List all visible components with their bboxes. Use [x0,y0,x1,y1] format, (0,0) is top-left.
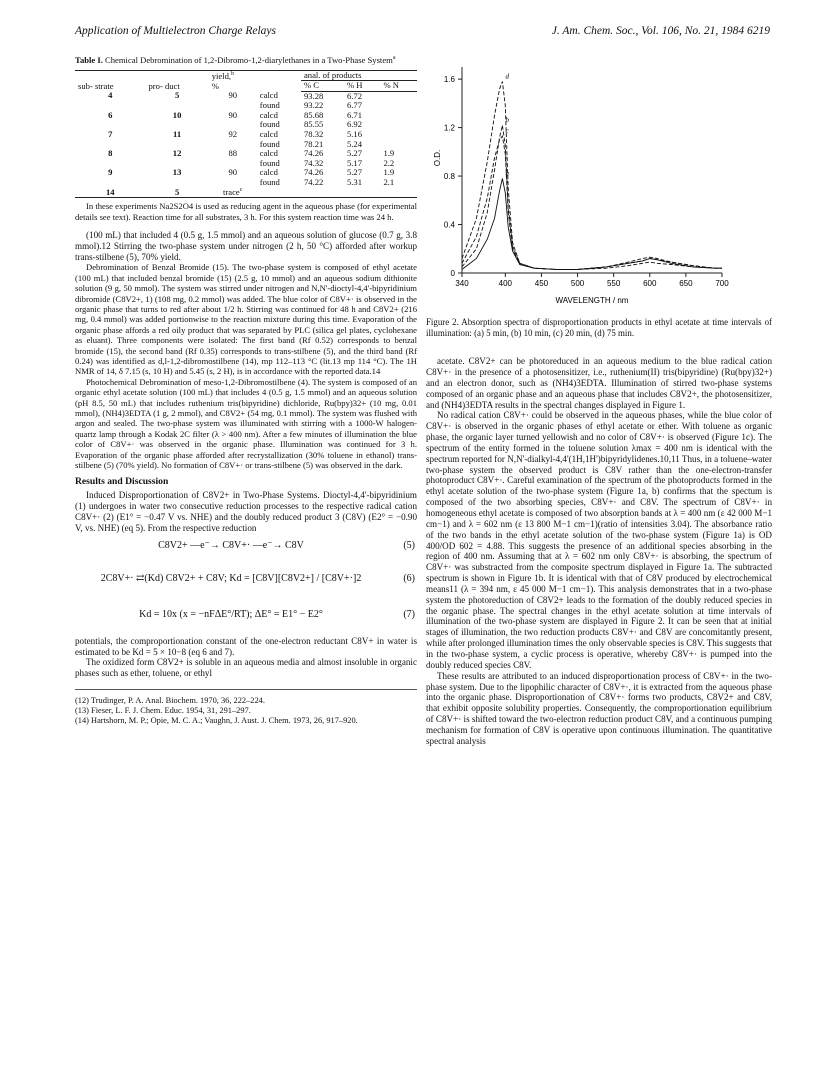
col-header-analysis: anal. of products [301,70,417,81]
table-cell: 5.31 [346,177,363,188]
table-caption-label: Table I. [75,55,103,65]
table-row [75,188,417,198]
spectrum-plot [426,55,772,315]
table-row [75,111,417,121]
col-header-pc: % C [301,81,344,92]
table-cell: 10 [172,109,182,120]
table-cell: found [259,157,280,168]
col-header-yield: yield,$^b$ % [211,71,235,91]
table-cell: 90 [228,90,238,101]
figure-2-chart [426,55,772,315]
table-cell: 9 [108,167,113,178]
table-cell: 74.22 [303,177,324,188]
table-cell: 12 [172,148,182,159]
x-tick-label: 550 [606,279,621,288]
series-c-line [462,136,722,269]
table-row [75,91,417,101]
table-cell [344,188,380,198]
col-header-ph: % H [344,81,380,92]
table-cell: 7 [108,129,113,140]
table-cell: calcd [259,167,278,178]
table-cell [380,130,417,140]
table-footnote: In these experiments Na2S2O4 is used as reducing agent in the aqueous phase (for experimental details see text). Reaction time for all substrates, 3 h. For this system reaction time was 24 h. [75,201,417,222]
col-header-product: pro- duct [148,80,180,91]
table-cell [257,188,301,198]
series-b-label: b [505,116,509,125]
table-cell [380,120,417,130]
table-cell: 90 [228,167,238,178]
table-cell: 5 [174,90,180,101]
debromination-table [75,70,417,199]
series-a-line [462,179,722,270]
x-tick-label: 500 [570,279,585,288]
y-axis-label: O.D. [433,149,442,167]
table-cell: calcd [259,129,278,140]
series-c-label: c [505,127,509,136]
table-cell [380,188,417,198]
y-tick-label: 1.6 [443,75,455,85]
equation-7: Kd = 10x (x = −nFΔE°/RT); ΔE° = E1° − E2° (7) [139,608,415,620]
table-row [75,159,417,169]
table-cell: 4 [108,90,113,101]
table-cell: calcd [259,109,278,120]
table-cell: 5 [174,186,180,197]
paragraph: (100 mL) that included 4 (0.5 g, 1.5 mmol) and an aqueous solution of glucose (0.7 g, 3.8 mmol).12 Stirring the two-phase system under nitrogen (2 h, 50 °C) afforded after workup trans-stilbene (5), 70% yield. [75,229,417,262]
table-cell: 8 [108,148,113,159]
table-cell: 2.2 [383,157,395,168]
paragraph: potentials, the comproportionation constant of the one-electron reductant C8V+ in water is estimated to be Kd = 5 × 10−8 (eq 6 and 7). [75,635,417,657]
x-axis-label: WAVELENGTH / nm [555,296,629,305]
y-tick-label: 1.2 [443,123,455,133]
left-column [75,55,417,726]
paragraph: Debromination of Benzal Bromide (15). The two-phase system is composed of ethyl acetate (100 mL) that included benzal bromide (15) (2.5 g, 10 mmol) and an aqueous sodium dithionite solution (9 g, 50 mmol). The system was stirred under nitrogen and N,N'-dioctyl-4,4'-bipyridinium dibromide (C8V2+, 1) (108 mg, 0.2 mmol) was added. The blue color of C8V+· is observed in the organic phase that turns to red after about 1/2 h. Stirring was continued for 48 h and C8V2+ (216 mg, 0.4 mmol) was added portionwise to the reaction mixture during this time. Evaporation of the organic phase affords a red oily product that was separated by PLC (silica gel plates, cyclohexane as eluant). Three components were isolated: The first band (Rf 0.52) corresponds to benzal bromide (15), the second band (Rf 0.35) corresponds to trans-stilbene (5), and the third band (Rf 0.24) was identified as d,l-1,2-dibromostilbene (14), mp 112–113 °C (lit.13 mp 114 °C). The 1H NMR of 14, δ 7.15 (s, 10 H) and 5.45 (s, 2 H), is in accordance with the reported data.14 [75,262,417,377]
equation-5: C8V2+ —e⁻→ C8V+· —e⁻→ C8V (5) [158,539,415,551]
table-cell: calcd [259,90,278,101]
table-cell: 93.28 [303,90,324,101]
paragraph: acetate. C8V2+ can be photoreduced in an aqueous medium to the blue radical cation C8V+· in the presence of a photosensitizer, i.e., ruthenium(II) tris(bipyridine) (Ru(bpy)32+) and an electron donor, such as (NH4)3EDTA. Illumination of stirred two-phase systems composed of an organic phase and an aqueous phase that includes C8V2+, the photosensitizer, and (NH4)3EDTA results in the spectral changes displayed in Figure 1. [426,356,772,410]
table-cell: 6.72 [346,90,363,101]
series-b-line [462,125,722,269]
table-row [75,168,417,178]
table-cell: 5.27 [346,167,363,178]
x-tick-label: 600 [643,279,657,288]
col-header-substrate: sub- strate [78,80,114,91]
col-header-pn: % N [380,81,417,92]
reference-item: (12) Trudinger, P. A. Anal. Biochem. 1970, 36, 222–224. [75,696,265,706]
table-caption [75,55,417,66]
running-header-right: J. Am. Chem. Soc., Vol. 106, No. 21, 1984 6219 [551,25,770,37]
table-cell: 1.9 [383,167,395,178]
table-cell: 5.24 [346,138,363,149]
table-cell: 13 [172,167,182,178]
paragraph: Photochemical Debromination of meso-1,2-Dibromostilbene (4). The system is composed of an organic ethyl acetate solution (100 mL) that includes 4 (0.5 g, 1.5 mmol) and an aqueous solution (pH 8.5, 50 mL) that includes ruthenium tris(bipyridine) dichloride, Ru(bpy)32+ (10 mg, 0.01 mmol), (NH4)3EDTA (1 g, 2 mmol), and C8V2+ (54 mg, 0.1 mmol). The system was flushed with argon and sealed. The two-phase system was illuminated with stirring with a 1000-W halogen-quartz lamp through a Kodak 2C filter (λ > 400 nm). After a few minutes of illumination the blue color of C8V+· was observed in the organic phase. Illumination was continued for 3 h. Evaporation of the organic phase afforded after recrystallization (30% toluene in ethanol) trans-stilbene (5) (70% yield). No formation of C8V+· or trans-stilbene (5) was observed in the dark. [75,376,417,471]
table-caption-mark: a [392,55,396,62]
table-cell: 78.21 [303,138,324,149]
table-cell: found [259,138,280,149]
table-cell: 1.9 [383,148,395,159]
x-tick-label: 400 [498,279,513,288]
table-cell: trace$^c$ [223,186,243,197]
table-cell: 6.77 [346,100,363,111]
equation-6: 2C8V+· ⇄(Kd) C8V2+ + C8V; Kd = [C8V][C8V2+] / [C8V+·]2 (6) [100,572,415,584]
table-cell: 90 [228,109,238,120]
reference-item: (13) Fieser, L. F. J. Chem. Educ. 1954, 31, 291–297. [75,706,251,716]
table-cell: 74.26 [303,167,324,178]
table-cell: found [259,100,280,111]
section-title: Results and Discussion [75,476,169,488]
series-d-line [462,82,722,270]
paragraph: Induced Disproportionation of C8V2+ in Two-Phase Systems. Dioctyl-4,4'-bipyridinium (1) undergoes in water two consecutive reduction processes to the respective radical cation C8V+· (2) (E1° = −0.47 V vs. NHE) and the doubly reduced product 3 (C8V) (E2° = −0.90 V, vs. NHE) (eq 5). From the respective reduction [75,490,417,533]
table-row [75,130,417,140]
y-tick-label: 0 [450,269,455,278]
col-header-type [257,70,301,91]
x-tick-label: 700 [715,279,729,288]
table-row [75,149,417,159]
table-row [75,120,417,130]
x-tick-label: 450 [534,279,549,288]
table-cell: 74.32 [303,157,324,168]
table-cell: 6 [108,109,113,120]
table-row [75,140,417,150]
table-cell: 93.22 [303,100,324,111]
table-cell: 92 [228,129,238,140]
table-cell: 88 [228,148,238,159]
table-caption-text: Chemical Debromination of 1,2-Dibromo-1,2-diarylethanes in a Two-Phase System [105,55,393,65]
paragraph: These results are attributed to an induced disproportionation process of C8V+· in the two-phase system. Due to the lipophilic character of C8V+·, it is extracted from the aqueous phase into the organic phase. Disproportionation of C8V+· forms two products, C8V2+ and C8V, that exhibit opposite solubility properties. Consequently, the comproportionation equilibrium of C8V+· is shifted toward the two-electron reduction product C8V, and a continuous pumping mechanism for formation of C8V is operative upon continuous illumination. The quantitative spectral analysis [426,670,772,746]
table-cell: 5.16 [346,129,363,140]
figure-caption: Figure 2. Absorption spectra of disproportionation products in ethyl acetate at time intervals of illumination: (a) 5 min, (b) 10 min, (c) 20 min, (d) 75 min. [426,317,772,338]
table-cell [380,101,417,111]
table-cell: 78.32 [303,129,324,140]
table-cell: 11 [173,129,182,140]
table-cell: calcd [259,148,278,159]
table-cell: 74.26 [303,148,324,159]
y-tick-label: 0.4 [443,220,455,230]
table-row [75,101,417,111]
table-cell [380,111,417,121]
table-cell [301,188,344,198]
running-header-left: Application of Multielectron Charge Relays [75,25,276,37]
table-cell: 5.27 [346,148,363,159]
y-tick-label: 0.8 [443,172,455,182]
table-cell: 5.17 [346,157,363,168]
paragraph: No radical cation C8V+· could be observed in the aqueous phases, while the blue color of C8V+· is observed in the organic phases of ethyl acetate or ether. With toluene as organic phase, the organic layer turned yellowish and no color of C8V+· is observed (Figure 1c). The spectrum of the entity formed in the toluene solution λmax = 400 nm is identical with the spectrum reported for N,N'-dialkyl-4,4'(1H,1H')bipyridylidenes.10,11 Thus, in a toluene–water two-phase system the observed product is C8V rather than the one-electron-transfer photoproduct C8V+·. Careful examination of the spectrum of the photoproducts formed in the ethyl acetate solution of the two-phase system (Figure 1a, b) confirms that the spectum is composed of the two absorbing species, C8V+· and C8V. The spectrum of C8V+· in homogeneous ethyl acetate is composed of two absorption bands at λ = 400 nm (ε 42 000 M−1 cm−1) and λ = 602 nm (ε 13 800 M−1 cm−1)(ratio of intensities 3.04). The absorbance ratio of the two bands in the ethyl acetate solution of the two-phase system (Figure 1a) is OD 400/OD 602 = 4.88. This suggests the presence of an additional species absorbing in the region of 400 nm. Assuming that at λ = 602 nm only C8V+· is absorbing, the spectrum of C8V+· was substracted from the composite spectrum displayed in Figure 1a. The subtracted spectrum is shown in Figure 1b. It is identical with that of C8V produced by electrochemical means11 (λ = 394 nm, ε 45 000 M−1 cm−1). This analysis demonstrates that in a two-phase system the photoreduction of C8V2+ leads to the formation of the doubly reduced species in the organic phase. The spectral changes in the ethyl acetate solution at time intervals of illumination of the two-phase system are displayed in Figure 2. It can be seen that at initial stages of illumination, the two reduction products C8V+· and C8V are concomitantly present, while after prolonged illumination times the only observable species is C8V. This suggests that in the two-phase system, a cyclic process is operative, whereby C8V+· is pumped into the doubly reduced species C8V. [426,410,772,670]
table-row [75,178,417,188]
x-tick-label: 650 [679,279,693,288]
table-cell: 6.71 [346,109,363,120]
series-a-label: a [505,169,509,178]
table-cell: 85.68 [303,109,324,120]
references [75,689,417,726]
reference-item: (14) Hartshorn, M. P.; Opie, M. C. A.; Vaughn, J. Aust. J. Chem. 1973, 26, 917–920. [75,716,358,726]
table-cell: 85.55 [303,119,324,130]
table-cell: 2.1 [383,177,395,188]
table-cell [380,91,417,101]
right-column [426,55,772,747]
table-cell: 14 [105,186,115,197]
table-cell: found [259,119,280,130]
table-cell: 6.92 [346,119,363,130]
x-tick-label: 340 [455,279,469,288]
paragraph: The oxidized form C8V2+ is soluble in an aqueous media and almost insoluble in organic phases such as ether, toluene, or ethyl [75,657,417,679]
series-d-label: d [505,72,509,81]
table-cell: found [259,177,280,188]
